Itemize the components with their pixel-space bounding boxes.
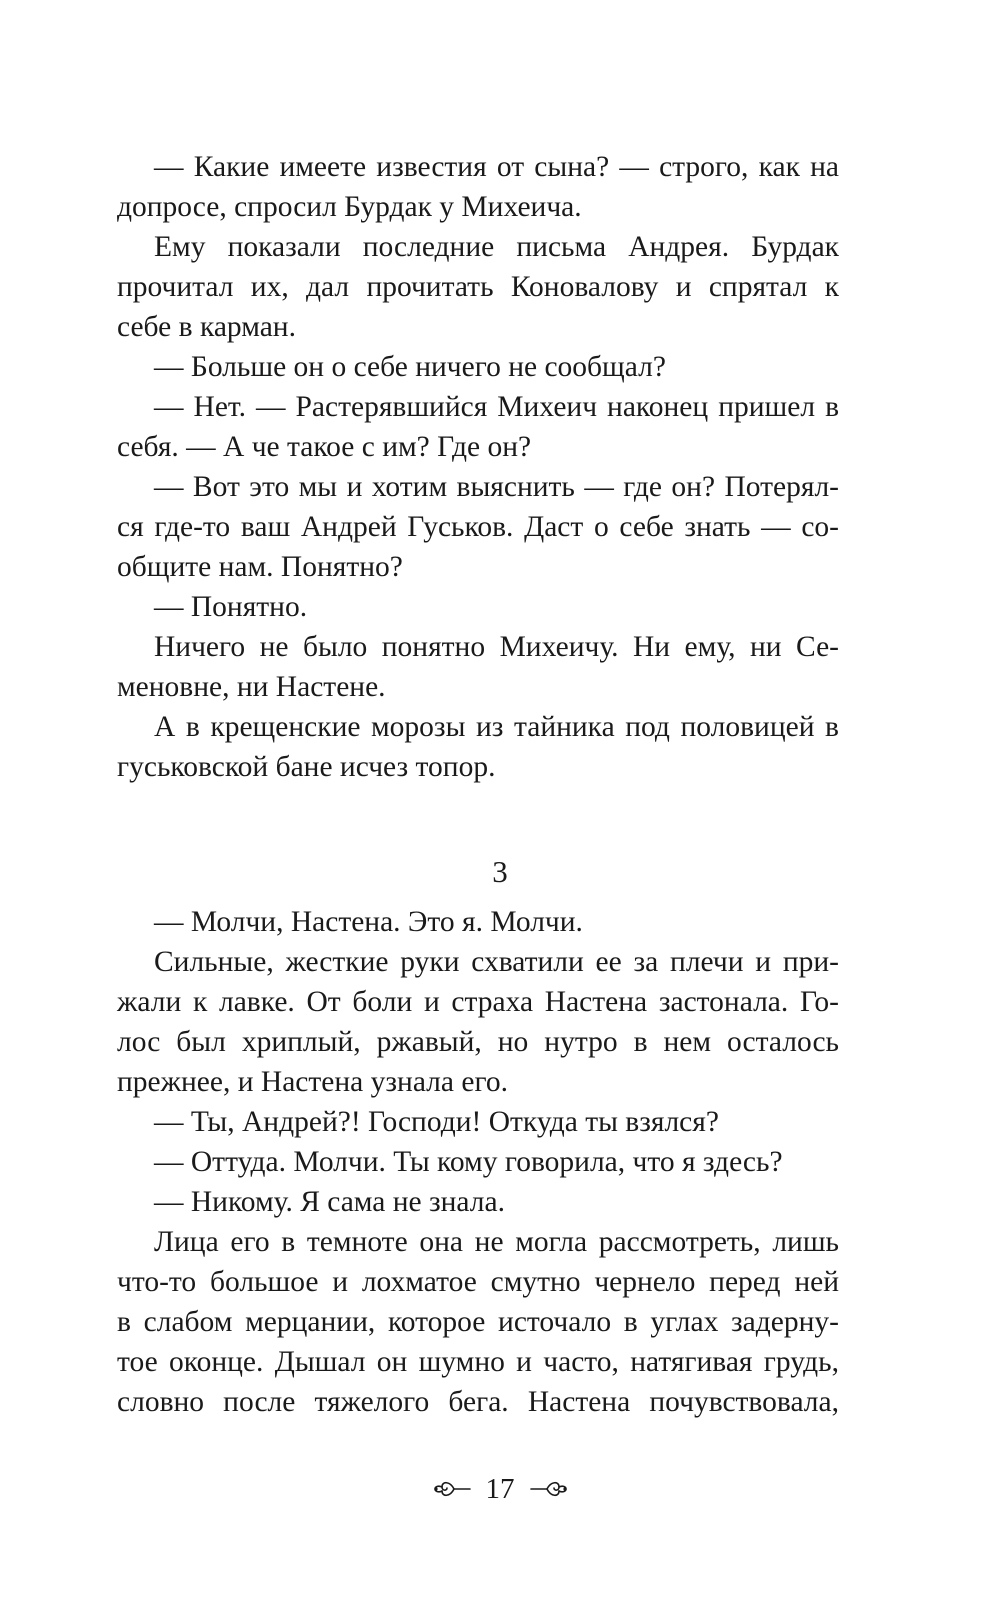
text-line: себе в карман.	[117, 311, 296, 343]
text-line: прежнее, и Настена узнала его.	[117, 1066, 508, 1098]
text-line: словно после тяжелого бега. Настена почувствовала,	[117, 1386, 839, 1418]
text-line: жали к лавке. От боли и страха Настена застонала. Го-	[117, 986, 839, 1018]
text-line: ся где-то ваш Андрей Гуськов. Даст о себе знать — со-	[117, 511, 839, 543]
text-line: гуськовской бане исчез топор.	[117, 751, 496, 783]
text-line: Ничего не было понятно Михеичу. Ни ему, ни Се-	[154, 631, 839, 663]
text-line: — Никому. Я сама не знала.	[154, 1186, 505, 1218]
text-line: прочитал их, дал прочитать Коновалову и спрятал к	[117, 271, 839, 303]
text-line: меновне, ни Настене.	[117, 671, 386, 703]
fleuron-right-icon	[529, 1477, 569, 1501]
text-line: тое оконце. Дышал он шумно и часто, натягивая грудь,	[117, 1346, 839, 1378]
text-line: Сильные, жесткие руки схватили ее за плечи и при-	[154, 946, 839, 978]
text-line: допросе, спросил Бурдак у Михеича.	[117, 191, 582, 223]
text-line: — Ты, Андрей?! Господи! Откуда ты взялся?	[154, 1106, 719, 1138]
page-footer	[0, 1471, 1000, 1507]
text-line: себя. — А че такое с им? Где он?	[117, 431, 532, 463]
text-line: общите нам. Понятно?	[117, 551, 403, 583]
chapter-heading: 3	[492, 854, 508, 889]
text-block-before-chapter	[117, 147, 839, 787]
text-block-after-chapter	[117, 902, 839, 1422]
text-line: лос был хриплый, ржавый, но нутро в нем осталось	[117, 1026, 839, 1058]
text-line: — Какие имеете известия от сына? — строго, как на	[154, 151, 839, 183]
page-number: 17	[485, 1473, 515, 1505]
text-line: — Молчи, Настена. Это я. Молчи.	[154, 906, 583, 938]
text-line: Лица его в темноте она не могла рассмотреть, лишь	[154, 1226, 839, 1258]
text-line: Ему показали последние письма Андрея. Бурдак	[154, 231, 839, 263]
text-line: — Больше он о себе ничего не сообщал?	[154, 351, 666, 383]
fleuron-left-icon	[432, 1477, 472, 1501]
text-line: что-то большое и лохматое смутно чернело перед ней	[117, 1266, 839, 1298]
text-line: — Оттуда. Молчи. Ты кому говорила, что я здесь?	[154, 1146, 783, 1178]
text-line: — Вот это мы и хотим выяснить — где он? Потерял-	[154, 471, 839, 503]
text-line: — Нет. — Растерявшийся Михеич наконец пришел в	[154, 391, 839, 423]
text-line: — Понятно.	[154, 591, 308, 623]
text-line: в слабом мерцании, которое источало в углах задерну-	[117, 1306, 839, 1338]
text-line: А в крещенские морозы из тайника под половицей в	[154, 711, 839, 743]
